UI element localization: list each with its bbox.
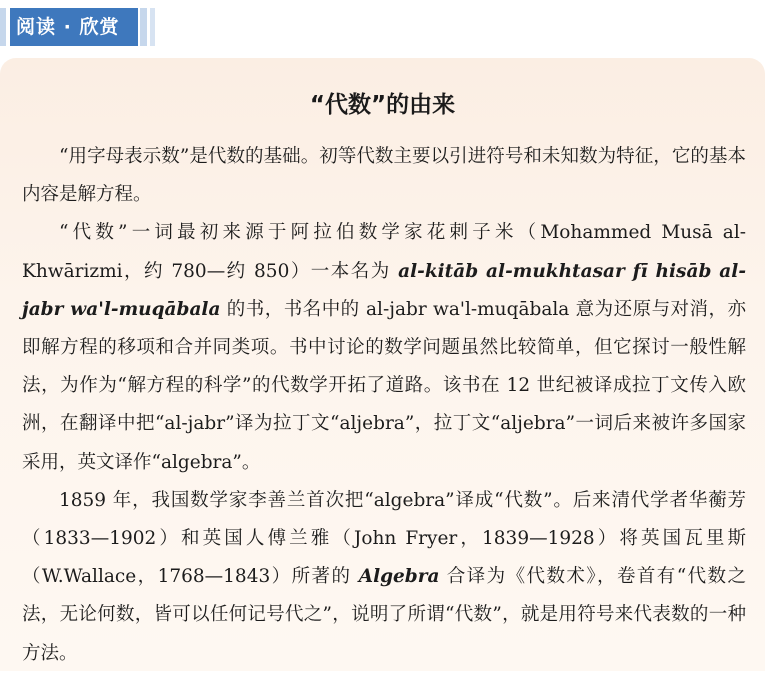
- paragraph-3-text-b: 合译为《代数术》，卷首有“代数之法，无论何数，皆可以任何记号代之”，说明了所谓“代数”，就是用符号来代表数的一种方法。: [22, 566, 746, 664]
- paragraph-2-text-b: 的书，书名中的 al-jabr wa'l-muqābala 意为还原与对消，亦即解方程的移项和合并同类项。书中讨论的数学问题虽然比较简单，但它探讨一般性解法，为作为“解方程的科学”的代数学开拓了道路。该书在 12 世纪被译成拉丁文传入欧洲，在翻译中把“al-jabr”译为拉丁文“aljebra”，拉丁文“aljebra”一词后来被许多国家采用，英文译作“algebra”。: [22, 298, 746, 473]
- book-title-arabic: al-kitāb al-mukhtasar fī hisāb al-jabr wa'l-muqābala: [22, 260, 746, 320]
- tab-stripe-decoration: [150, 8, 155, 46]
- article-body: [22, 138, 746, 673]
- paragraph-2-text-a: “代数”一词最初来源于阿拉伯数学家花剌子米（Mohammed Musā al-Khwārizmi，约 780—约 850）一本名为: [22, 222, 746, 282]
- tab-stripe-decoration: [140, 8, 147, 46]
- paragraph-3-text-a: 1859 年，我国数学家李善兰首次把“algebra”译成“代数”。后来清代学者华蘅芳（1833—1902）和英国人傅兰雅（John Fryer，1839—1928）将英国瓦里斯（W.Wallace，1768—1843）所著的: [22, 489, 746, 588]
- section-tab-label: 阅读 · 欣赏: [10, 8, 138, 46]
- article-title: “代数”的由来: [309, 92, 456, 118]
- paragraph-2: [22, 214, 746, 481]
- paragraph-3: [22, 482, 746, 673]
- tab-stripe-decoration: [0, 8, 6, 46]
- section-tab: [0, 8, 160, 46]
- paragraph-1: “用字母表示数”是代数的基础。初等代数主要以引进符号和未知数为特征，它的基本内容是解方程。: [22, 146, 746, 206]
- book-title-algebra: Algebra: [358, 566, 440, 588]
